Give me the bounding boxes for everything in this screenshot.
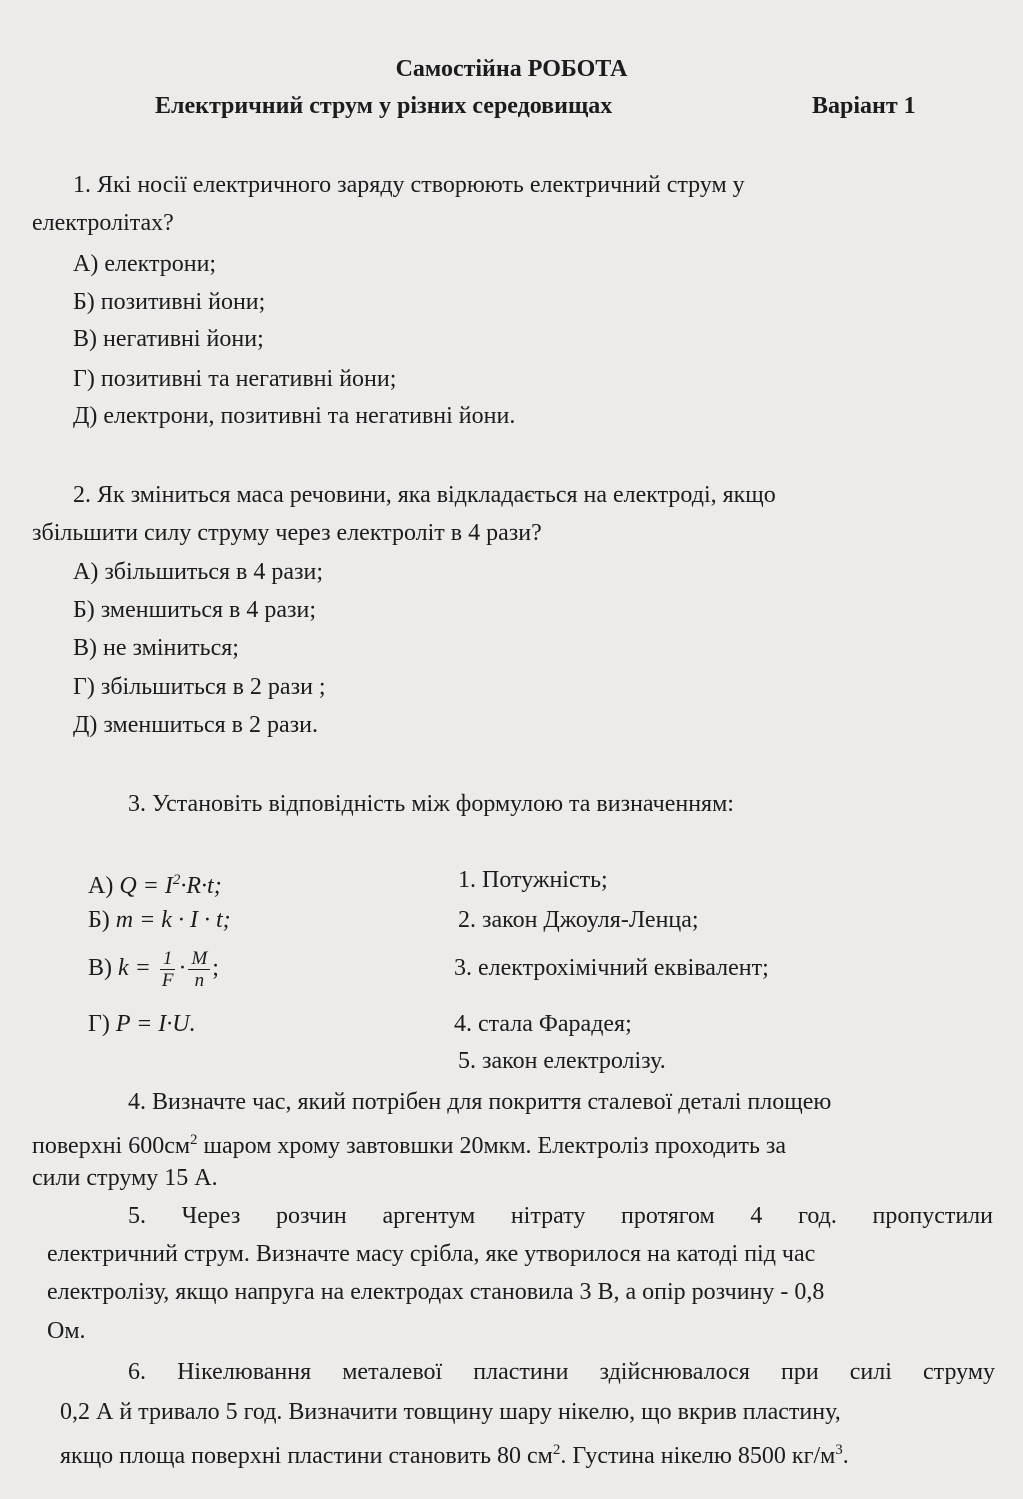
variant-label: Варіант 1 [812, 93, 916, 119]
formula-b: Б) m = k · I · t; [88, 907, 231, 933]
q2-text-line1: 2. Як зміниться маса речовини, яка відкладається на електроді, якщо [73, 482, 776, 508]
q2-option: Г) збільшиться в 2 рази ; [73, 674, 326, 700]
q1-text-line1: 1. Які носії електричного заряду створюють електричний струм у [73, 172, 745, 198]
formula-a: А) $Q = I^2\cdot R\cdot t$; [88, 872, 222, 899]
formula-c: В) k = $\frac{1}{F}$ · $\frac{M}{n}$ ; [88, 947, 219, 991]
q4-text-line3: сили струму 15 А. [32, 1165, 218, 1191]
q5-text-line1: 5. Через розчин аргентум нітрату протягом 4 год. пропустили [128, 1203, 993, 1229]
q6-text-line2: 0,2 А й тривало 5 год. Визначити товщину шару нікелю, що вкрив пластину, [60, 1399, 841, 1425]
page-subtitle: Електричний струм у різних середовищах [155, 93, 613, 119]
q1-text-line2: електролітах? [32, 210, 174, 236]
q1-option: Д) електрони, позитивні та негативні йони. [73, 403, 516, 429]
q1-option: Б) позитивні йони; [73, 289, 266, 315]
q2-option: Д) зменшиться в 2 рази. [73, 712, 318, 738]
q6-text-line1: 6. Нікелювання металевої пластини здійснювалося при силі струму [128, 1359, 995, 1385]
definition-item: 2. закон Джоуля-Ленца; [458, 907, 699, 933]
definition-item: 5. закон електролізу. [458, 1048, 666, 1074]
q1-option: В) негативні йони; [73, 326, 264, 352]
q4-text-line2: поверхні $600см^2$ шаром хрому завтовшки 20мкм. Електроліз проходить за [32, 1132, 787, 1159]
q4-text-line1: 4. Визначте час, який потрібен для покриття сталевої деталі площею [128, 1089, 832, 1115]
formula-d: Г) P = I·U. [88, 1011, 196, 1037]
q6-text-line3: якщо площа поверхні пластини становить 80 $см^2$. Густина нікелю 8500 $кг/м^3$. [60, 1442, 849, 1469]
q5-text-line2: електричний струм. Визначте масу срібла, яке утворилося на катоді під час [47, 1241, 816, 1267]
q2-text-line2: збільшити силу струму через електроліт в 4 рази? [32, 520, 542, 546]
page-title: Самостійна РОБОТА [395, 56, 628, 82]
q5-text-line4: Ом. [47, 1318, 86, 1344]
definition-item: 1. Потужність; [458, 867, 608, 893]
definition-item: 3. електрохімічний еквівалент; [454, 955, 769, 981]
q2-option: Б) зменшиться в 4 рази; [73, 597, 317, 623]
definition-item: 4. стала Фарадея; [454, 1011, 632, 1037]
fraction-m-over-n: $\frac{M}{n}$ [188, 948, 210, 991]
q2-option: В) не зміниться; [73, 635, 239, 661]
q1-option: Г) позитивні та негативні йони; [73, 366, 397, 392]
q2-option: А) збільшиться в 4 рази; [73, 559, 324, 585]
fraction-1-over-f: $\frac{1}{F}$ [161, 947, 174, 991]
q1-option: А) електрони; [73, 251, 217, 277]
q3-text: 3. Установіть відповідність між формулою та визначенням: [128, 791, 734, 817]
q5-text-line3: електролізу, якщо напруга на електродах становила 3 В, а опір розчину - 0,8 [47, 1279, 825, 1305]
